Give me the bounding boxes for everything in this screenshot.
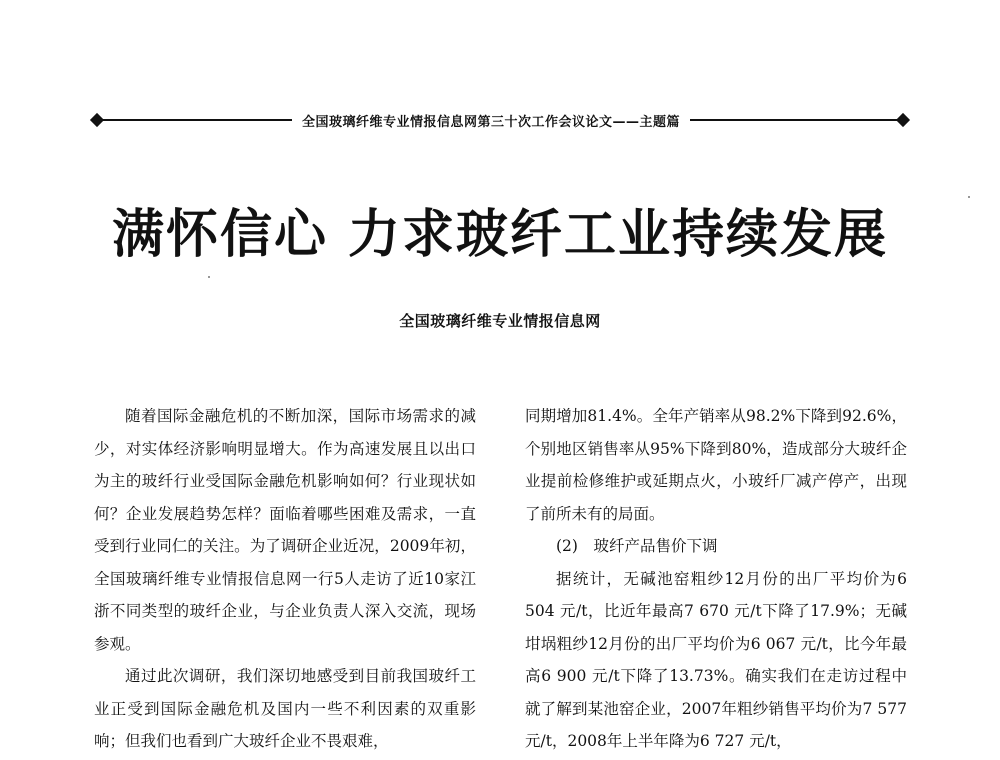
left-column xyxy=(94,400,476,758)
right-diamond-ornament xyxy=(896,113,910,127)
scan-speck xyxy=(208,276,210,278)
left-paragraph-2: 通过此次调研，我们深切地感受到目前我国玻纤工业正受到国际金融危机及国内一些不利因素的双重影响；但我们也看到广大玻纤企业不畏艰难， xyxy=(94,667,476,750)
right-subheading: (2) 玻纤产品售价下调 xyxy=(556,537,718,555)
right-header-rule xyxy=(690,119,898,121)
right-paragraph-1: 同期增加81.4%。全年产销率从98.2%下降到92.6%，个别地区销售率从95%下降到80%，造成部分大玻纤企业提前检修维护或延期点火，小玻纤厂减产停产，出现了前所未有的局面。 xyxy=(525,407,907,523)
running-header xyxy=(92,108,908,132)
left-paragraph-1: 随着国际金融危机的不断加深，国际市场需求的减少，对实体经济影响明显增大。作为高速发展且以出口为主的玻纤行业受国际金融危机影响如何？行业现状如何？企业发展趋势怎样？面临着哪些困难及需求，一直受到行业同仁的关注。为了调研企业近况，2009年初，全国玻璃纤维专业情报信息网一行5人走访了近10家江浙不同类型的玻纤企业，与企业负责人深入交流，现场参观。 xyxy=(94,407,476,653)
left-header-rule xyxy=(102,119,292,121)
scan-speck xyxy=(968,196,970,198)
article-title: 满怀信心 力求玻纤工业持续发展 xyxy=(111,204,889,265)
right-paragraph-2: 据统计，无碱池窑粗纱12月份的出厂平均价为6 504 元/t，比近年最高7 670 元/t下降了17.9%；无碱坩埚粗纱12月份的出厂平均价为6 067 元/t，比今年最高6 900 元/t下降了13.73%。确实我们在走访过程中就了解到某池窑企业，2007年粗纱销售平均价为7 577 元/t，2008年上半年降为6 727 元/t， xyxy=(525,569,907,750)
right-column xyxy=(525,400,907,758)
left-diamond-ornament xyxy=(90,113,104,127)
article-author: 全国玻璃纤维专业情报信息网 xyxy=(399,312,601,330)
running-header-text: 全国玻璃纤维专业情报信息网第三十次工作会议论文——主题篇 xyxy=(302,114,681,130)
